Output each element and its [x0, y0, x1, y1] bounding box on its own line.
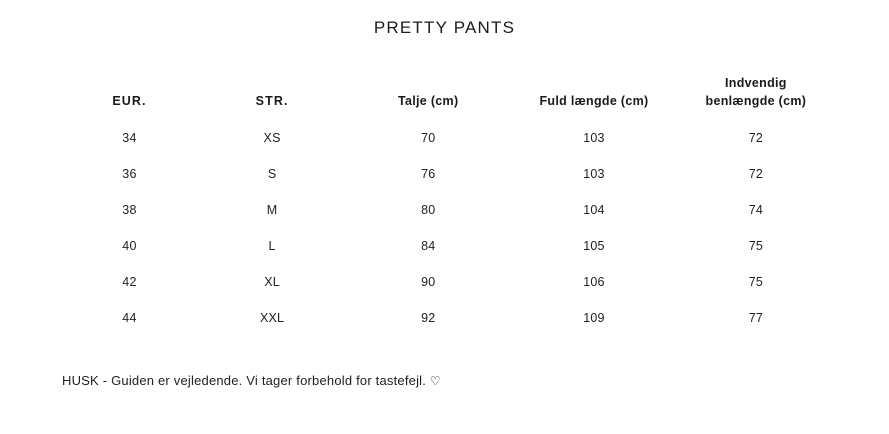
cell-indvendig-benlaengde: 74 [748, 203, 764, 218]
page-title: PRETTY PANTS [373, 18, 516, 37]
disclaimer-note [62, 373, 441, 388]
cell-eur: 34 [122, 131, 137, 146]
cell-fuld-laengde: 103 [583, 167, 605, 182]
cell-talje: 92 [421, 311, 436, 326]
column-header-fuld-laengde-line1: Fuld længde (cm) [539, 94, 649, 109]
cell-indvendig-benlaengde: 77 [748, 311, 764, 326]
cell-str: XS [263, 131, 281, 146]
cell-talje: 70 [421, 131, 436, 146]
disclaimer-text: HUSK - Guiden er vejledende. Vi tager forbehold for tastefejl. [62, 373, 427, 388]
table-row [62, 228, 833, 264]
table-row [62, 156, 833, 192]
size-table-container [0, 74, 889, 336]
table-body [62, 120, 833, 336]
cell-fuld-laengde: 104 [583, 203, 605, 218]
cell-indvendig-benlaengde: 72 [748, 167, 764, 182]
column-header-fuld-laengde [509, 74, 679, 120]
column-header-indvendig-benlaengde-line1: Indvendig [725, 76, 787, 90]
cell-talje: 90 [421, 275, 436, 290]
table-row [62, 264, 833, 300]
column-header-eur-line1: EUR. [112, 94, 147, 109]
cell-talje: 80 [421, 203, 436, 218]
column-header-talje [347, 74, 509, 120]
cell-str: XXL [259, 311, 285, 326]
column-header-indvendig-benlaengde-line2: benlængde (cm) [705, 94, 807, 109]
cell-talje: 76 [421, 167, 436, 182]
column-header-indvendig-benlaengde [679, 74, 833, 120]
cell-eur: 44 [122, 311, 137, 326]
cell-eur: 42 [122, 275, 137, 290]
cell-eur: 36 [122, 167, 137, 182]
cell-indvendig-benlaengde: 75 [748, 275, 764, 290]
cell-indvendig-benlaengde: 75 [748, 239, 764, 254]
column-header-talje-line1: Talje (cm) [398, 94, 459, 109]
table-header [62, 74, 833, 120]
cell-indvendig-benlaengde: 72 [748, 131, 764, 146]
table-row [62, 120, 833, 156]
cell-talje: 84 [421, 239, 436, 254]
column-header-str-line1: STR. [255, 94, 289, 109]
table-row [62, 300, 833, 336]
cell-eur: 40 [122, 239, 137, 254]
cell-eur: 38 [122, 203, 137, 218]
column-header-eur [62, 74, 197, 120]
cell-str: L [268, 239, 276, 254]
cell-fuld-laengde: 103 [583, 131, 605, 146]
heart-icon: ♡ [429, 374, 441, 388]
cell-fuld-laengde: 105 [583, 239, 605, 254]
cell-fuld-laengde: 109 [583, 311, 605, 326]
cell-str: S [267, 167, 277, 182]
cell-str: M [266, 203, 278, 218]
cell-fuld-laengde: 106 [583, 275, 605, 290]
cell-str: XL [264, 275, 280, 290]
column-header-str [197, 74, 347, 120]
table-row [62, 192, 833, 228]
size-table [62, 74, 833, 336]
size-guide-page [0, 18, 889, 434]
table-header-row [62, 74, 833, 120]
